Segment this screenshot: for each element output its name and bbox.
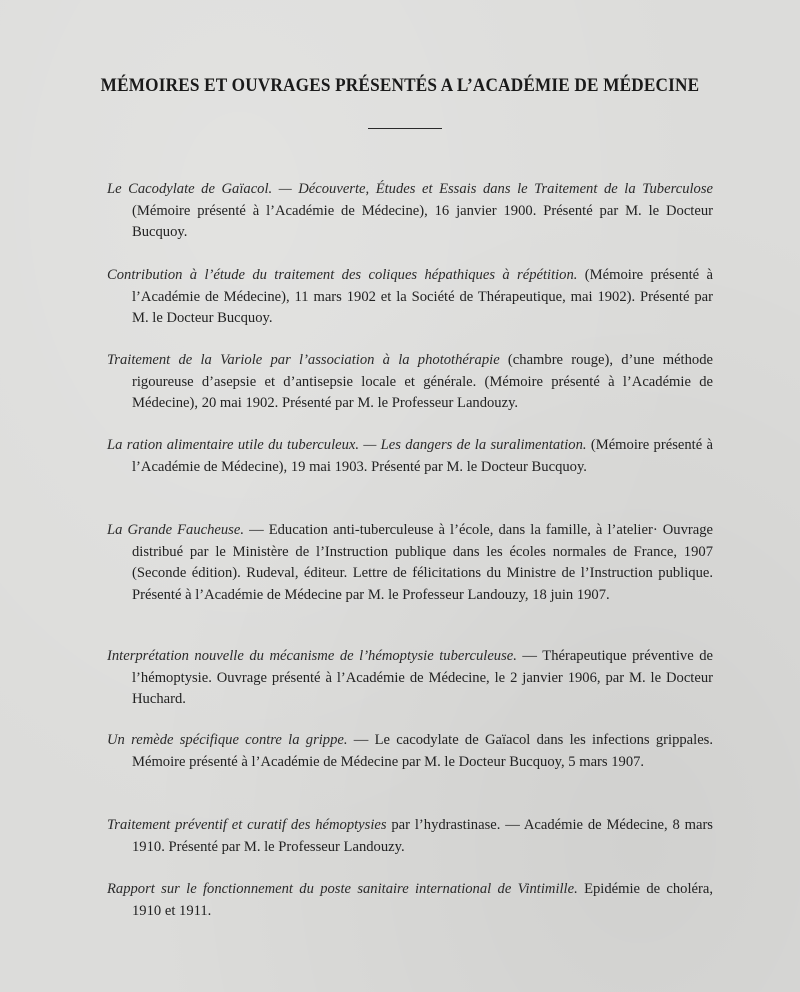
entry-details: (Mémoire présenté à l’Académie de Médecine), 11 mars 1902 et la Société de Thérapeutique, mai 1902). Présenté par M. le Docteur Bucquoy.: [132, 267, 713, 326]
bibliography-entry: [107, 646, 713, 711]
entry-details: (chambre rouge), d’une méthode rigoureuse d’asepsie et d’antisepsie locale et générale. (Mémoire présenté à l’Académie de Médecine), 20 mai 1902. Présenté par M. le Professeur Landouzy.: [132, 352, 713, 411]
entry-title: La ration alimentaire utile du tuberculeux. — Les dangers de la suralimentation.: [107, 437, 587, 453]
entry-details: — Education anti-tuberculeuse à l’école, dans la famille, à l’atelier· Ouvrage distribué par le Ministère de l’Instruction publique dans les écoles normales de France, 1907 (Seconde édition). Rudeval, éditeur. Lettre de félicitations du Ministre de l’Instruction publique. Présenté à l’Académie de Médecine par M. le Professeur Landouzy, 18 juin 1907.: [132, 522, 713, 603]
bibliography-entry: [107, 350, 713, 415]
entry-details: (Mémoire présenté à l’Académie de Médecine), 19 mai 1903. Présenté par M. le Docteur Bucquoy.: [132, 437, 713, 475]
entry-paragraph: [107, 179, 713, 244]
entry-paragraph: [107, 730, 713, 773]
page-title: MÉMOIRES ET OUVRAGES PRÉSENTÉS A L’ACADÉMIE DE MÉDECINE: [100, 76, 700, 96]
entry-paragraph: [107, 520, 713, 606]
entry-title: Contribution à l’étude du traitement des coliques hépathiques à répétition.: [107, 267, 578, 283]
entry-details: — Thérapeutique préventive de l’hémoptysie. Ouvrage présenté à l’Académie de Médecine, le 2 janvier 1906, par M. le Docteur Huchard.: [132, 648, 713, 707]
entry-title: Interprétation nouvelle du mécanisme de l’hémoptysie tuberculeuse.: [107, 648, 517, 664]
bibliography-entry: [107, 815, 713, 858]
bibliography-entry: [107, 879, 713, 922]
entry-details: Epidémie de choléra, 1910 et 1911.: [132, 881, 714, 919]
entry-paragraph: [107, 435, 713, 478]
entry-title: Un remède spécifique contre la grippe.: [107, 732, 348, 748]
title-rule: [368, 128, 442, 129]
entry-paragraph: [107, 350, 713, 415]
entry-details: (Mémoire présenté à l’Académie de Médecine), 16 janvier 1900. Présenté par M. le Docteur Bucquoy.: [132, 202, 713, 240]
entry-title: Le Cacodylate de Gaïacol. — Découverte, Études et Essais dans le Traitement de la Tuberculose: [107, 181, 713, 197]
entry-title: La Grande Faucheuse.: [107, 522, 244, 538]
bibliography-entry: [107, 435, 713, 478]
bibliography-entry: [107, 730, 713, 773]
bibliography-entry: [107, 520, 713, 606]
entry-paragraph: [107, 815, 713, 858]
entry-details: par l’hydrastinase. — Académie de Médecine, 8 mars 1910. Présenté par M. le Professeur Landouzy.: [132, 817, 713, 855]
entry-paragraph: [107, 879, 713, 922]
entry-paragraph: [107, 646, 713, 711]
entry-paragraph: [107, 265, 713, 330]
entry-title: Rapport sur le fonctionnement du poste sanitaire international de Vintimille.: [107, 881, 578, 897]
bibliography-entry: [107, 179, 713, 244]
entry-title: Traitement préventif et curatif des hémoptysies: [107, 817, 387, 833]
bibliography-entry: [107, 265, 713, 330]
entry-details: — Le cacodylate de Gaïacol dans les infections grippales. Mémoire présenté à l’Académie de Médecine par M. le Docteur Bucquoy, 5 mars 1907.: [132, 732, 713, 770]
entry-title: Traitement de la Variole par l’association à la photothérapie: [107, 352, 500, 368]
